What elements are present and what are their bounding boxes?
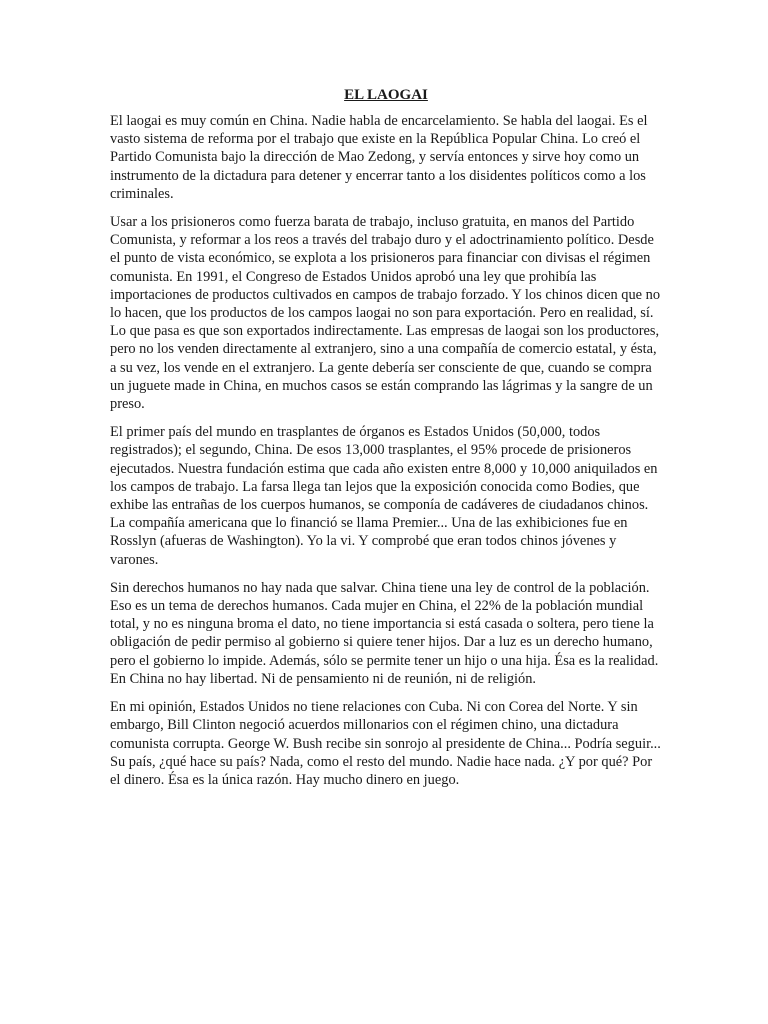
- paragraph-2: Usar a los prisioneros como fuerza barata de trabajo, incluso gratuita, en manos del Partido Comunista, y reformar a los reos a través del trabajo duro y el adoctrinamiento político. Desde el punto de vista económico, se explota a los prisioneros para financiar con divisas el régimen comunista. En 1991, el Congreso de Estados Unidos aprobó una ley que prohibía las importaciones de productos cultivados en campos de trabajo forzado. Y los chinos dicen que no lo hacen, que los productos de los campos laogai no son para exportación. Pero en realidad, sí. Lo que pasa es que son exportados indirectamente. Las empresas de laogai son los productores, pero no los venden directamente al extranjero, sino a una compañía de comercio estatal, y ésta, a su vez, los vende en el extranjero. La gente debería ser consciente de que, cuando se compra un juguete made in China, en muchos casos se están comprando las lágrimas y la sangre de un preso.: [110, 214, 661, 413]
- paragraph-5: En mi opinión, Estados Unidos no tiene relaciones con Cuba. Ni con Corea del Norte. Y sin embargo, Bill Clinton negoció acuerdos millonarios con el régimen chino, una dictadura comunista corrupta. George W. Bush recibe sin sonrojo al presidente de China... Podría seguir... Su país, ¿qué hace su país? Nada, como el resto del mundo. Nadie hace nada. ¿Y por qué? Por el dinero. Ésa es la única razón. Hay mucho dinero en juego.: [110, 699, 661, 788]
- document-page: [110, 86, 662, 799]
- document-title: EL LAOGAI: [344, 87, 428, 103]
- paragraph-4: Sin derechos humanos no hay nada que salvar. China tiene una ley de control de la población. Eso es un tema de derechos humanos. Cada mujer en China, el 22% de la población mundial total, y no es ninguna broma el dato, no tiene importancia si está casada o soltera, pero tiene la obligación de pedir permiso al gobierno si quiere tener hijos. Dar a luz es un derecho humano, pero el gobierno lo impide. Además, sólo se permite tener un hijo o una hija. Ésa es la realidad. En China no hay libertad. Ni de pensamiento ni de reunión, ni de religión.: [110, 579, 659, 687]
- paragraph-1: El laogai es muy común en China. Nadie habla de encarcelamiento. Se habla del laogai. Es el vasto sistema de reforma por el trabajo que existe en la República Popular China. Lo creó el Partido Comunista bajo la dirección de Mao Zedong, y servía entonces y sirve hoy como un instrumento de la dictadura para detener y encerrar tanto a los disidentes políticos como a los criminales.: [110, 113, 648, 202]
- paragraph-3: El primer país del mundo en trasplantes de órganos es Estados Unidos (50,000, todos registrados); el segundo, China. De esos 13,000 trasplantes, el 95% procede de prisioneros ejecutados. Nuestra fundación estima que cada año existen entre 8,000 y 10,000 aniquilados en los campos de trabajo. La farsa llega tan lejos que la exposición conocida como Bodies, que exhibe las entrañas de los cuerpos humanos, se componía de cadáveres de ciudadanos chinos. La compañía americana que lo financió se llama Premier... Una de las exhibiciones fue en Rosslyn (afueras de Washington). Yo la vi. Y comprobé que eran todos chinos jóvenes y varones.: [110, 424, 658, 568]
